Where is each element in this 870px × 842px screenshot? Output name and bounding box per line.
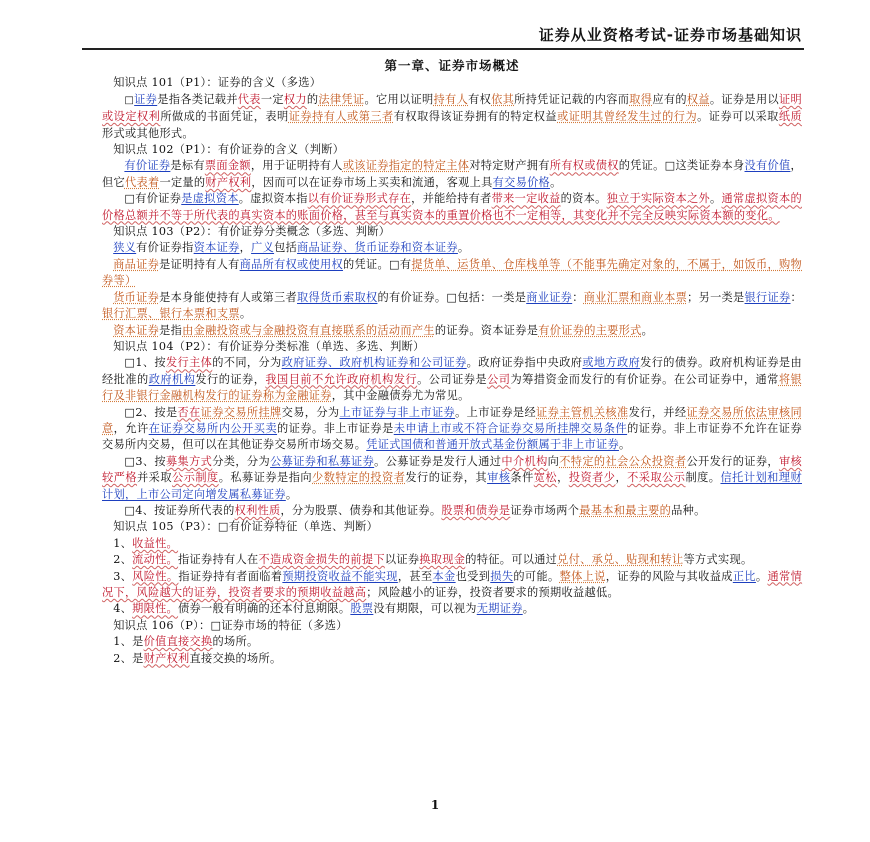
- text: 是指: [159, 323, 183, 337]
- term: 商业证券: [526, 290, 573, 304]
- term: 少数特定的投资者: [312, 471, 406, 485]
- term: 期限性。: [132, 602, 179, 616]
- text: 1、是: [113, 635, 144, 649]
- term: 狭义: [113, 241, 137, 255]
- text: 的资本。: [560, 192, 607, 206]
- text: ，允许: [113, 421, 149, 435]
- kp104-title: 知识点 104（P2）：有价证券分类标准（单选、多选、判断）: [113, 339, 425, 353]
- text: 分类，分为: [212, 454, 271, 468]
- term: 损失: [490, 569, 514, 583]
- kp105-item-2: [102, 552, 802, 568]
- text: 没有期限，可以视为: [373, 602, 477, 616]
- kp101-paragraph: [102, 92, 802, 142]
- text: 。私募证券是指向: [218, 471, 313, 485]
- text: 。: [285, 487, 298, 501]
- page-header: [0, 0, 870, 50]
- term: 有价证券: [124, 159, 171, 173]
- term: 公司: [487, 372, 511, 386]
- term: 证券持有人或第三者: [288, 110, 394, 124]
- text: 的证券。资本证券是: [434, 323, 539, 337]
- term: 宽松: [533, 471, 558, 485]
- text: 直接交换的场所。: [189, 651, 282, 665]
- term: 上市证券与非上市证券: [339, 405, 456, 419]
- term: 流动性。: [132, 553, 179, 567]
- text: 应有的: [652, 92, 687, 106]
- text: ：: [572, 290, 584, 304]
- text: 的凭证。□有: [343, 257, 412, 271]
- text: 制度。: [685, 471, 721, 485]
- term: 广义: [251, 241, 275, 255]
- term: 政府机构: [148, 372, 196, 386]
- term: 依其: [491, 92, 515, 106]
- text: 2、: [113, 553, 133, 567]
- text: 有价证券指: [136, 241, 194, 255]
- text: 1、: [113, 536, 133, 550]
- term: 中介机构: [501, 454, 548, 468]
- text: 。政府证券指中央政府: [466, 356, 583, 370]
- header-title: 证券从业资格考试-证券市场基础知识: [538, 26, 802, 44]
- kp104-paragraph-2: [102, 405, 802, 454]
- kp102-paragraph-1: [102, 158, 802, 191]
- term: 或该证券指定的特定主体: [342, 159, 470, 173]
- term: 取得货币索取权: [297, 290, 378, 304]
- kp104-paragraph-3: [102, 454, 802, 503]
- text: 4、: [113, 602, 133, 616]
- term: 股票和债券是: [441, 503, 511, 517]
- text: 债券一般有明确的还本付息期限。: [178, 602, 351, 616]
- term: 换取现金: [419, 553, 466, 567]
- text: ；风险越小的证券，投资者要求的预期收益越低。: [366, 586, 619, 599]
- term: 以有价证券形式存在: [307, 192, 412, 206]
- term: 财产权利: [205, 175, 252, 189]
- term: 募集方式: [165, 454, 213, 468]
- term: 最基本和最主要的: [579, 503, 672, 517]
- term: 审核: [487, 471, 511, 485]
- text: ：: [790, 290, 803, 304]
- text: □有价证券: [124, 192, 182, 206]
- term: 公募证券和私募证券: [270, 454, 375, 468]
- text: 。: [710, 192, 722, 206]
- checkbox-icon: □: [124, 94, 135, 106]
- term: 风险性。: [132, 569, 179, 583]
- text: 以证券: [384, 553, 420, 567]
- term: 有价证券的主要形式: [538, 323, 642, 337]
- text: 有权取得该证券拥有的特定权益: [393, 110, 558, 124]
- term: 股票: [350, 602, 374, 616]
- term: 投资者少: [568, 471, 616, 485]
- kp105-title: 知识点 105（P3）：□有价证券特征（单选、判断）: [113, 520, 379, 534]
- term: 银行汇票、银行本票和支票: [102, 307, 240, 321]
- text: 所做成的书面凭证，表明: [160, 110, 289, 124]
- term: 法律凭证: [318, 92, 365, 106]
- text: 的场所。: [212, 635, 259, 649]
- term: 资本证券: [193, 241, 240, 255]
- text: 并采取: [137, 471, 173, 485]
- text: 形式或其他形式。: [102, 126, 194, 140]
- term: 在证券交易所内公开买卖: [148, 421, 278, 435]
- text: 也受到: [455, 569, 491, 583]
- text: ，证券的风险与其收益成: [605, 569, 733, 583]
- term: 证明或设定权利: [102, 92, 802, 124]
- text: 为筹措资金而发行的有价证券。在公司证券中，通常: [510, 372, 779, 386]
- text: ，因而可以在证券市场上买卖和流通，客观上具: [251, 175, 493, 189]
- term: 公示制度: [172, 471, 219, 485]
- term: 通常虚拟资本的价格总额并不等于所代表的真实资本的账面价格，甚至与真实资本的重置价格也不一定相等，其变化并不完全反映实际资本额的变化。: [102, 192, 802, 222]
- kp105-item-4: [102, 601, 802, 617]
- text: 包括: [274, 241, 298, 255]
- text: 向: [547, 454, 560, 468]
- text: 的特征。可以通过: [465, 553, 558, 567]
- text: 的不同，分为: [212, 356, 282, 370]
- text: 是证明持有人有: [159, 257, 240, 271]
- document-body: [102, 58, 802, 667]
- text: 。证券可以采取: [697, 110, 779, 124]
- text: 是指各类记载并: [157, 92, 238, 106]
- term: 票面金额: [204, 159, 251, 173]
- kp102-title: 知识点 102（P1）：有价证券的含义（判断）: [113, 143, 345, 157]
- text: 的: [306, 92, 319, 106]
- text: 等方式实现。: [683, 553, 753, 567]
- text: □3、按: [124, 454, 166, 468]
- term: 带来一定收益: [491, 192, 561, 206]
- text: 一定: [260, 92, 284, 106]
- text: 发行的债券。政府机构证券是由经批准的: [102, 356, 802, 386]
- term: 无期证券: [476, 602, 523, 616]
- text: 的凭证。□这类证券本身: [618, 159, 745, 173]
- text: ，其中金融债券尤为常见。: [331, 389, 470, 403]
- text: ，用于证明持有人: [250, 159, 343, 173]
- kp103-paragraph-3: [102, 290, 802, 323]
- text: 。: [239, 307, 252, 321]
- text: 发行，并经: [628, 405, 687, 419]
- term: 证券交易所挂牌: [200, 405, 282, 419]
- text: ，: [557, 471, 569, 485]
- term: 独立于实际资本之外: [606, 192, 711, 206]
- term: 商品所有权或使用权: [239, 257, 344, 271]
- term: 由金融投资或与金融投资有直接联系的活动而产生: [182, 323, 435, 337]
- term: 不特定的社会公众投资者: [559, 454, 687, 468]
- text: ；另一类是: [687, 290, 745, 304]
- text: 所持凭证记载的内容而: [514, 92, 630, 106]
- text: 。: [550, 175, 562, 189]
- term: 不采取公示: [627, 471, 686, 485]
- term: 兑付、承兑、贴现和转让: [557, 553, 684, 567]
- kp106-item-1: [102, 634, 802, 650]
- text: 发行的证券，其: [405, 471, 488, 485]
- term: 货币证券: [113, 290, 160, 304]
- term: 资本证券: [113, 323, 160, 337]
- term: 本金: [432, 569, 456, 583]
- text: 2、是: [113, 651, 144, 665]
- text: 发行的证券，: [195, 372, 266, 386]
- term: 证券: [134, 92, 158, 106]
- term: 代表着: [124, 175, 160, 189]
- text: □1、按: [124, 356, 166, 370]
- text: 的证券。非上市证券是: [277, 421, 394, 435]
- text: 条件: [510, 471, 534, 485]
- term: 财产权利: [143, 651, 190, 665]
- term: 有交易价格: [492, 175, 551, 189]
- text: 证券市场两个: [510, 503, 580, 517]
- term: 信托计划和理财计划，上市公司定向增发属私募证券: [102, 471, 802, 501]
- text: 是标有: [170, 159, 205, 173]
- kp103-paragraph-1: [102, 240, 802, 256]
- text: ，分为股票、债券和其他证券。: [280, 503, 442, 517]
- term: 我国目前不允许政府机构发行: [265, 372, 418, 386]
- term: 权利性质: [234, 503, 281, 517]
- text: □2、按是: [124, 405, 178, 419]
- text: 。上市证券是经: [455, 405, 537, 419]
- term: 审核较严格: [102, 454, 803, 485]
- term: 权益: [686, 92, 710, 106]
- text: ，: [615, 471, 628, 485]
- text: 指证券持有者面临着: [178, 569, 283, 583]
- text: 交易，分为: [281, 405, 340, 419]
- text: 的证券。非上市证券不允许在证券交易所内交易，但可以在其他证券交易所市场交易。: [102, 421, 802, 452]
- term: 没有价值: [744, 159, 791, 173]
- term: 代表: [237, 92, 261, 106]
- term: 收益性。: [132, 536, 179, 550]
- text: 的可能。: [513, 569, 560, 583]
- term: 或证明其曾经发生过的行为: [557, 110, 698, 124]
- term: 凭证式国债和普通开放式基金份额属于非上市证券: [366, 438, 619, 452]
- term: 证券交易所依法审核同意: [102, 405, 802, 435]
- term: 正比: [732, 569, 756, 583]
- kp101-title: 知识点 101（P1）：证券的含义（多选）: [113, 76, 322, 90]
- text: 的有价证券。□包括：一类是: [377, 290, 527, 304]
- kp103-title: 知识点 103（P2）：有价证券分类概念（多选、判断）: [113, 225, 391, 239]
- text: ，: [239, 241, 252, 255]
- text: 。: [755, 569, 768, 583]
- text: 。公司证券是: [417, 372, 488, 386]
- text: 对特定财产拥有: [469, 159, 550, 173]
- text: 有权: [468, 92, 492, 106]
- term: 商品证券、货币证券和资本证券: [297, 241, 458, 255]
- kp103-paragraph-2: [102, 257, 802, 290]
- text: 。公募证券是发行人通过: [374, 454, 502, 468]
- term: 通常情况下，风险越大的证券，投资者要求的预期收益越高: [102, 569, 803, 599]
- term: 将银行及非银行金融机构发行的证券称为金融证券: [102, 372, 803, 403]
- text: ，但它: [102, 159, 802, 189]
- kp105-item-3: [102, 569, 802, 602]
- term: 纸质: [778, 110, 802, 124]
- text: 。: [641, 323, 654, 337]
- kp105-item-1: [102, 536, 802, 552]
- term: 提货单、运货单、仓库栈单等（不能事先确定对象的，不属于，如饭币，购物券等）: [102, 257, 803, 288]
- term: 取得: [629, 92, 653, 106]
- header-rule: [82, 48, 804, 50]
- term: 未申请上市或不符合证券交易所挂牌交易条件: [393, 421, 628, 435]
- kp106-title: 知识点 106（P）：□证券市场的特征（多选）: [113, 618, 348, 632]
- term: 权力: [283, 92, 307, 106]
- term: 所有权或债权: [549, 159, 619, 173]
- kp103-paragraph-4: [102, 323, 802, 339]
- text: □4、按证券所代表的: [124, 503, 235, 517]
- text: 指证券持有人在: [178, 553, 259, 567]
- kp104-paragraph-4: [102, 503, 802, 519]
- term: 不造成资金损失的前提下: [258, 553, 385, 567]
- text: 。: [457, 241, 470, 255]
- term: 发行主体: [165, 356, 213, 370]
- term: 是虚拟资本: [181, 192, 239, 206]
- text: 。它用以证明: [364, 92, 434, 106]
- text: 是本身能使持有人或第三者: [159, 290, 298, 304]
- term: 证券主管机关核准: [536, 405, 629, 419]
- page-number: 1: [430, 798, 440, 812]
- kp106-item-2: [102, 651, 802, 667]
- kp102-paragraph-2: [102, 191, 802, 224]
- term: 持有人: [433, 92, 469, 106]
- term: 政府证券、政府机构证券和公司证券: [281, 356, 467, 370]
- text: 。: [522, 602, 535, 616]
- text: 。证券是用以: [709, 92, 779, 106]
- term: 整体上说: [559, 569, 606, 583]
- term: 否在: [177, 405, 201, 419]
- text: ，甚至: [397, 569, 433, 583]
- text: 。: [618, 438, 631, 452]
- term: 价值直接交换: [143, 635, 213, 649]
- kp104-paragraph-1: [102, 355, 802, 404]
- term: 商品证券: [113, 257, 160, 271]
- text: 3、: [113, 569, 133, 583]
- text: 公开发行的证券，: [686, 454, 779, 468]
- term: 银行证券: [744, 290, 791, 304]
- text: 。虚拟资本指: [238, 192, 308, 206]
- chapter-title: 第一章、证券市场概述: [384, 58, 520, 73]
- term: 商业汇票和商业本票: [583, 290, 688, 304]
- term: 或地方政府: [582, 356, 641, 370]
- text: 品种。: [671, 503, 706, 517]
- term: 预期投资收益不能实现: [282, 569, 398, 583]
- text: 一定量的: [159, 175, 206, 189]
- text: ，并能给持有者: [411, 192, 492, 206]
